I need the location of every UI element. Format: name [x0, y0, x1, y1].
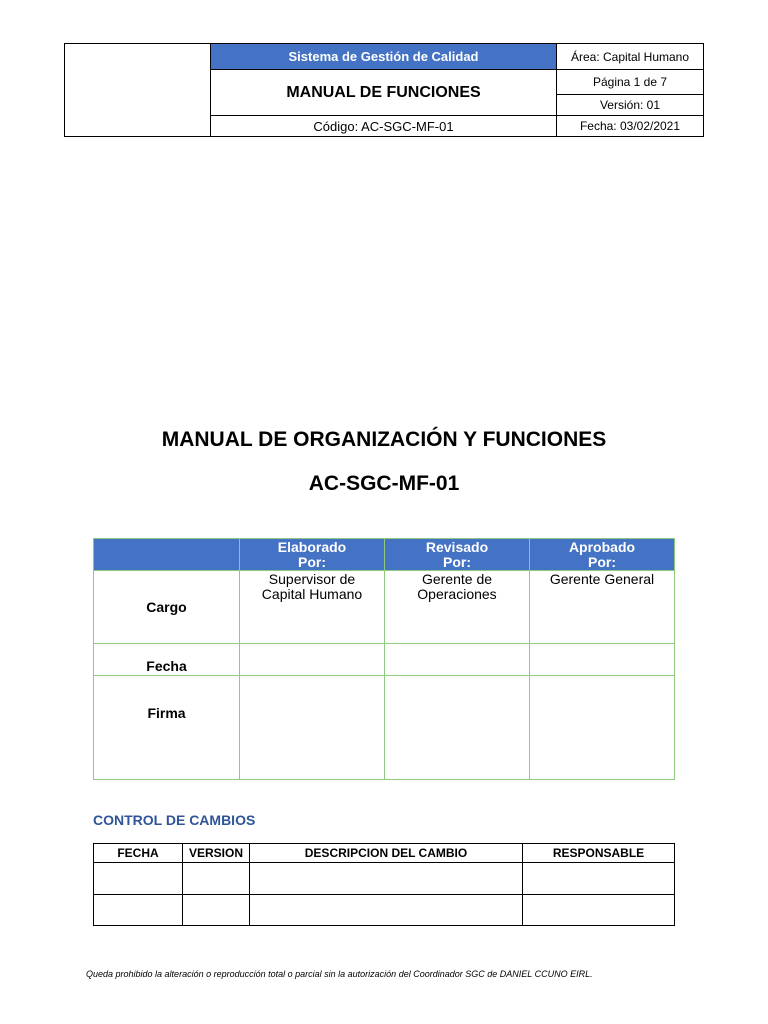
firma-revisado [384, 675, 529, 780]
changes-header-responsable: RESPONSABLE [522, 843, 675, 862]
approval-header-elaborado: Elaborado Por: [239, 538, 384, 570]
changes-row-2-responsable [522, 894, 675, 926]
changes-row-1-version [182, 862, 249, 894]
changes-header-version: VERSION [182, 843, 249, 862]
fecha-revisado [384, 643, 529, 675]
area-label: Área: Capital Humano [557, 44, 703, 70]
section-title-control-de-cambios: CONTROL DE CAMBIOS [93, 812, 256, 828]
row-label-firma: Firma [93, 675, 239, 780]
fecha-aprobado [529, 643, 675, 675]
changes-row-1-fecha [93, 862, 182, 894]
page-subtitle-code: AC-SGC-MF-01 [308, 472, 460, 495]
changes-row-2-fecha [93, 894, 182, 926]
approval-header-aprobado: Aprobado Por: [529, 538, 675, 570]
cargo-aprobado: Gerente General [529, 570, 675, 643]
changes-header-descripcion: DESCRIPCION DEL CAMBIO [249, 843, 522, 862]
system-name: Sistema de Gestión de Calidad [211, 44, 557, 70]
logo-placeholder [65, 44, 211, 136]
page-title: MANUAL DE ORGANIZACIÓN Y FUNCIONES [161, 428, 607, 451]
document-name: MANUAL DE FUNCIONES [211, 70, 557, 116]
cargo-elaborado: Supervisor de Capital Humano [239, 570, 384, 643]
firma-aprobado [529, 675, 675, 780]
changes-row-1-descripcion [249, 862, 522, 894]
row-label-fecha: Fecha [93, 643, 239, 675]
changes-row-1-responsable [522, 862, 675, 894]
date-label: Fecha: 03/02/2021 [579, 119, 681, 133]
page-number: Página 1 de 7 [557, 70, 703, 95]
cargo-revisado: Gerente de Operaciones [384, 570, 529, 643]
approval-header-empty [93, 538, 239, 570]
approval-table [93, 538, 675, 780]
version-label: Versión: 01 [557, 95, 703, 116]
changes-row-2-descripcion [249, 894, 522, 926]
footer-notice: Queda prohibido la alteración o reproducción total o parcial sin la autorización del Coordinador SGC de DANIEL CCUNO EIRL. [86, 969, 593, 979]
changes-row-2-version [182, 894, 249, 926]
document-code: Código: AC-SGC-MF-01 [211, 116, 557, 136]
changes-table [93, 843, 675, 926]
firma-elaborado [239, 675, 384, 780]
changes-header-fecha: FECHA [93, 843, 182, 862]
approval-header-revisado: Revisado Por: [384, 538, 529, 570]
fecha-elaborado [239, 643, 384, 675]
row-label-cargo: Cargo [93, 570, 239, 643]
document-header [64, 43, 704, 137]
